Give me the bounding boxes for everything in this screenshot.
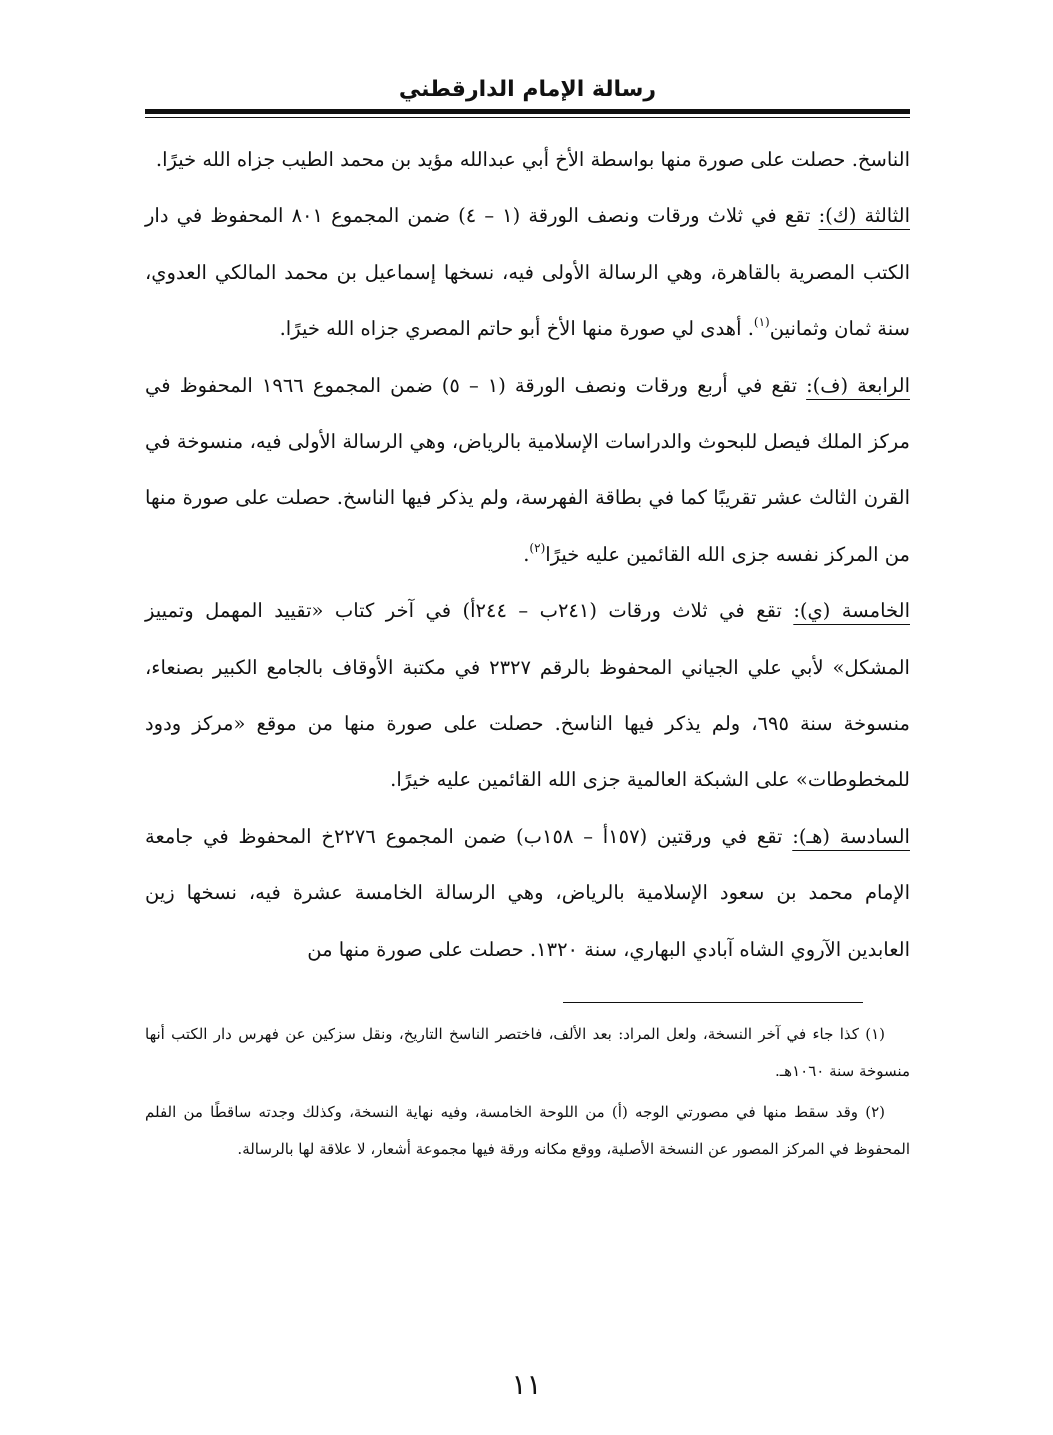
paragraph-copy-f xyxy=(145,358,910,584)
paragraph-text: تقع في ثلاث ورقات ونصف الورقة (١ – ٤) ضمن المجموع ٨٠١ المحفوظ في دار الكتب المصرية بالقاهرة، وهي الرسالة الأولى فيه، نسخها إسماعيل بن محمد المالكي العدوي، سنة ثمان وثمانين xyxy=(145,204,910,341)
footnote-separator xyxy=(563,1002,863,1003)
paragraph-text: تقع في أربع ورقات ونصف الورقة (١ – ٥) ضمن المجموع ١٩٦٦ المحفوظ في مركز الملك فيصل للبحوث والدراسات الإسلامية بالرياض، وهي الرسالة الأولى فيه، منسوخة في القرن الثالث عشر تقريبًا كما في بطاقة الفهرسة، ولم يذكر فيها الناسخ. حصلت على صورة منها من المركز نفسه جزى الله القائمين عليه خيرًا xyxy=(145,373,910,566)
header-rule-thin xyxy=(145,117,910,118)
header-rule-thick xyxy=(145,109,910,114)
copy-label-k: الثالثة (ك): xyxy=(818,204,910,228)
paragraph-copy-k xyxy=(145,188,910,357)
paragraph-text: تقع في ورقتين (١٥٧أ – ١٥٨ب) ضمن المجموع ٢٢٧٦خ المحفوظ في جامعة الإمام محمد بن سعود الإسلامية بالرياض، وهي الرسالة الخامسة عشرة فيه، نسخها زين العابدين الآروي الشاه آبادي البهاري، سنة ١٣٢٠. حصلت على صورة منها من xyxy=(145,824,910,961)
paragraph-text: تقع في ثلاث ورقات (٢٤١ب – ٢٤٤أ) في آخر كتاب «تقييد المهمل وتمييز المشكل» لأبي علي الجياني المحفوظ بالرقم ٢٣٢٧ في مكتبة الأوقاف بالجامع الكبير بصنعاء، منسوخة سنة ٦٩٥، ولم يذكر فيها الناسخ. حصلت على صورة منها من موقع «مركز ودود للمخطوطات» على الشبكة العالمية جزى الله القائمين عليه خيرًا. xyxy=(145,599,910,792)
footnote-2: (٢) وقد سقط منها في مصورتي الوجه (أ) من اللوحة الخامسة، وفيه نهاية النسخة، وكذلك وجدته ساقطًا من الفلم المحفوظ في المركز المصور عن النسخة الأصلية، ووقع مكانه ورقة فيها مجموعة أشعار، لا علاقة لها بالرسالة. xyxy=(145,1103,910,1158)
paragraph-text: . أهدى لي صورة منها الأخ أبو حاتم المصري جزاه الله خيرًا. xyxy=(279,317,754,341)
footnotes xyxy=(145,1016,910,1172)
paragraph-copy-y xyxy=(145,583,910,809)
page-number: ١١ xyxy=(511,1368,542,1401)
footnote-ref-1[interactable]: (١) xyxy=(753,315,770,330)
paragraph-text: . xyxy=(523,542,530,566)
copy-label-f: الرابعة (ف): xyxy=(806,373,910,397)
paragraph-continuation: الناسخ. حصلت على صورة منها بواسطة الأخ أبي عبدالله مؤيد بن محمد الطيب جزاه الله خيرًا. xyxy=(155,148,910,171)
footnote-1: (١) كذا جاء في آخر النسخة، ولعل المراد: بعد الألف، فاختصر الناسخ التاريخ، ونقل سزكين عن فهرس دار الكتب أنها منسوخة سنة ١٠٦٠هـ. xyxy=(145,1025,910,1080)
copy-label-h: السادسة (هـ): xyxy=(792,824,910,848)
paragraph-copy-h xyxy=(145,809,910,978)
running-header: رسالة الإمام الدارقطني xyxy=(398,77,657,102)
copy-label-y: الخامسة (ي): xyxy=(793,599,910,623)
main-text xyxy=(145,132,910,978)
footnote-ref-2[interactable]: (٢) xyxy=(529,540,546,555)
